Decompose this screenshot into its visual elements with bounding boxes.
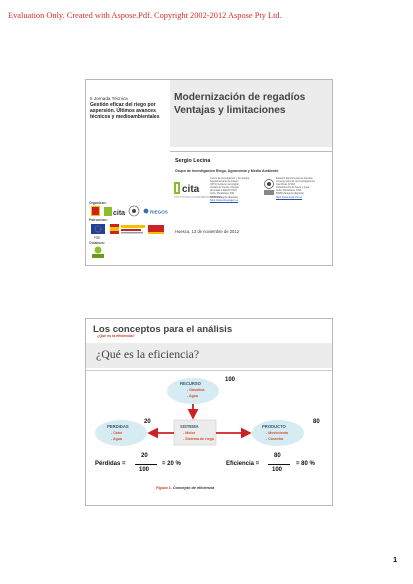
eficiencia-formula-result: = 80 % bbox=[296, 461, 315, 467]
efficiency-diagram bbox=[86, 319, 332, 505]
eead-address-line: Departamento de Suelo y Agua bbox=[276, 186, 310, 190]
organizers-label: Organizan: bbox=[89, 201, 107, 205]
recurso-title: RECURSO bbox=[180, 381, 201, 386]
organizer-logos bbox=[90, 204, 170, 218]
eead-address-line: Consejo Superior de Investigaciones bbox=[276, 180, 315, 184]
eead-address bbox=[276, 177, 330, 199]
eu-caption: FSE bbox=[94, 236, 101, 240]
eead-address-line: Estación Experimental de Aula Dei bbox=[276, 177, 313, 180]
cita-logo bbox=[174, 180, 222, 199]
author-name: Sergio Lecina bbox=[175, 158, 211, 164]
cita-address-line: 50059 Zaragoza (España) bbox=[210, 195, 238, 199]
perdidas-formula-denominator: 100 bbox=[139, 467, 150, 473]
figure-caption-prefix: Figura 1. bbox=[156, 486, 172, 490]
plan-logo bbox=[148, 225, 164, 234]
cita-address-line: Avda. Montañana, 930 bbox=[210, 192, 235, 196]
producto-title: PRODUCTO bbox=[262, 424, 286, 429]
recurso-item: - Agua bbox=[187, 394, 199, 398]
slide-efficiency-concept bbox=[85, 318, 333, 506]
cita-address-line: (CITA) Gobierno de Aragón bbox=[210, 183, 239, 187]
funding-logos bbox=[90, 222, 170, 242]
title-divider bbox=[170, 151, 332, 152]
ministerio-logo bbox=[110, 224, 145, 234]
recurso-item: - Gasolina bbox=[187, 388, 205, 392]
left-panel bbox=[86, 80, 170, 265]
eficiencia-formula-numerator: 80 bbox=[274, 453, 281, 459]
perdidas-item: - Agua bbox=[111, 437, 123, 441]
perdidas-formula-numerator: 20 bbox=[141, 453, 148, 459]
cita-address-line: (asociada a EEAD-CSIC) bbox=[210, 189, 237, 193]
presentation-date: Huesca, 13 de noviembre de 2012 bbox=[175, 229, 240, 234]
cita-address-line: Unidad de Suelos y Riegos bbox=[210, 186, 239, 190]
perdidas-fraction-bar bbox=[135, 464, 157, 465]
watermark-text: Evaluation Only. Created with Aspose.Pdf. Copyright 2002-2012 Aspose Pty Ltd. bbox=[8, 11, 282, 20]
gobierno-aragon-logo bbox=[91, 206, 100, 216]
sistema-title: SISTEMA bbox=[180, 424, 199, 429]
eead-address-line: Avda. Montañana, 1005 bbox=[276, 189, 302, 193]
slide-subtitle: ¿Qué es la eficiencia? bbox=[97, 334, 135, 338]
title-line-1: Modernización de regadíos bbox=[174, 92, 306, 103]
event-name: II Jornada Técnica bbox=[90, 96, 128, 101]
cita-address-link[interactable]: https://www.cita-aragon.es bbox=[210, 198, 239, 202]
question-heading: ¿Qué es la eficiencia? bbox=[96, 347, 200, 361]
figure-caption-text: Concepto de eficiencia bbox=[172, 486, 215, 490]
eficiencia-formula-label: Eficiencia = bbox=[226, 461, 260, 467]
cita-word: cita bbox=[182, 184, 200, 195]
riegos-logo bbox=[144, 209, 168, 215]
producto-value: 80 bbox=[313, 419, 320, 425]
producto-item: - Cosecha bbox=[266, 437, 284, 441]
csic-logo bbox=[263, 178, 275, 198]
cita-address-line: Agroalimentaria de Aragón bbox=[210, 180, 239, 184]
cita-small-logo bbox=[104, 207, 125, 217]
recurso-value: 100 bbox=[225, 377, 236, 383]
producto-item: - Movimiento bbox=[266, 431, 289, 435]
eead-address-link[interactable]: https://www.eead.csic.es bbox=[276, 195, 303, 199]
slide-title-page bbox=[85, 79, 333, 266]
slide-title: Los conceptos para el análisis bbox=[93, 324, 233, 335]
presentation-title bbox=[174, 92, 329, 117]
collab-label: Colabora: bbox=[89, 241, 105, 245]
riegos-word: RIEGOS bbox=[150, 209, 168, 215]
perdidas-formula-label: Pérdidas = bbox=[95, 461, 126, 467]
sistema-item: - Sistema de riego bbox=[183, 437, 214, 441]
title-line-2: Ventajas y limitaciones bbox=[174, 104, 286, 116]
svg-text:cita: cita bbox=[113, 210, 126, 217]
cita-address bbox=[210, 177, 264, 202]
perdidas-value: 20 bbox=[144, 419, 151, 425]
perdidas-formula-result: = 20 % bbox=[162, 461, 181, 467]
figure-caption bbox=[156, 486, 214, 490]
page-number: 1 bbox=[393, 555, 398, 564]
research-group: Grupo de Investigación Riego, Agronomía y Medio Ambiente bbox=[175, 169, 279, 173]
eead-address-line: 50059 Zaragoza (España) bbox=[276, 192, 304, 196]
funding-label: Patrocinan: bbox=[89, 218, 108, 222]
perdidas-title: PERDIDAS bbox=[107, 424, 129, 429]
cita-caption: Centro de Investigación y Tecnología Agroalimentaria de Aragón bbox=[174, 196, 222, 199]
eficiencia-fraction-bar bbox=[268, 464, 290, 465]
event-subtitle: Gestión eficaz del riego por aspersión. Últimos avances técnicos y medioambientales bbox=[90, 102, 160, 120]
eficiencia-formula-denominator: 100 bbox=[272, 467, 283, 473]
eu-flag-logo bbox=[91, 224, 105, 240]
eead-address-line: Científicas (CSIC) bbox=[276, 183, 296, 187]
cita-address-line: Centro de Investigación y Tecnología bbox=[210, 177, 250, 180]
sistema-item: - Motor bbox=[183, 431, 196, 435]
perdidas-item: - Calor bbox=[111, 431, 123, 435]
collab-logo bbox=[90, 245, 110, 259]
csic-logo bbox=[129, 206, 139, 216]
